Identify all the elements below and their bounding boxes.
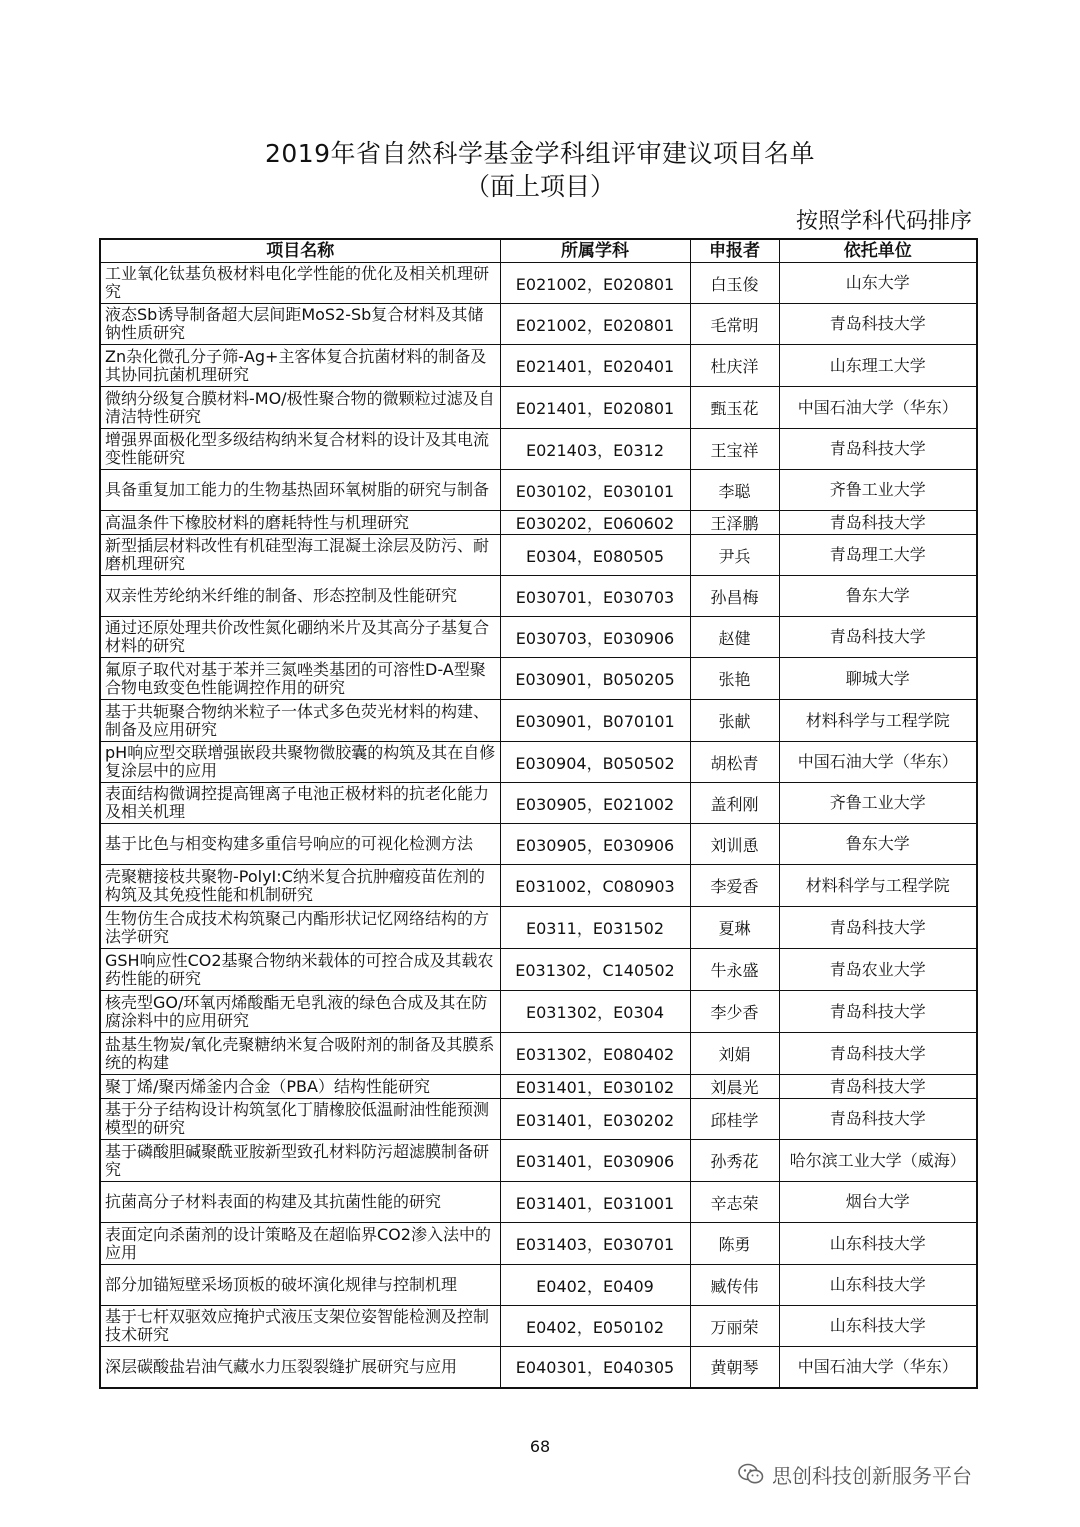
table-row xyxy=(100,345,977,387)
table-row xyxy=(100,387,977,429)
table-row xyxy=(100,304,977,345)
organization-cell: 山东科技大学 xyxy=(779,1306,977,1347)
project-name-cell xyxy=(100,470,500,511)
applicant-cell: 臧传伟 xyxy=(690,1265,779,1306)
project-name-cell xyxy=(100,865,500,907)
project-name-text: 新型插层材料改性有机硅型海工混凝土涂层及防污、耐磨机理研究 xyxy=(105,537,490,573)
project-name-text: 深层碳酸盐岩油气藏水力压裂裂缝扩展研究与应用 xyxy=(105,1357,458,1376)
applicant-cell: 邱桂学 xyxy=(690,1099,779,1140)
table-row xyxy=(100,742,977,783)
project-name-cell xyxy=(100,700,500,742)
table-row xyxy=(100,1265,977,1306)
project-name-cell xyxy=(100,429,500,470)
project-name-text: 表面结构微调控提高锂离子电池正极材料的抗老化能力及相关机理 xyxy=(105,785,490,821)
project-name-text: GSH响应性CO2基聚合物纳米载体的可控合成及其载农药性能的研究 xyxy=(105,951,494,988)
applicant-cell: 杜庆洋 xyxy=(690,345,779,387)
subject-code-cell: E021401，E020401 xyxy=(500,345,690,387)
applicant-cell: 辛志荣 xyxy=(690,1182,779,1223)
project-name-text: 工业氧化钛基负极材料电化学性能的优化及相关机理研究 xyxy=(105,265,490,301)
project-name-text: 双亲性芳纶纳米纤维的制备、形态控制及性能研究 xyxy=(105,587,458,605)
project-name-cell xyxy=(100,511,500,535)
organization-cell: 中国石油大学（华东） xyxy=(779,387,977,429)
organization-cell: 齐鲁工业大学 xyxy=(779,783,977,824)
project-name-text: 生物仿生合成技术构筑聚己内酯形状记忆网络结构的方法学研究 xyxy=(105,909,490,946)
table-row xyxy=(100,1033,977,1075)
table-row xyxy=(100,535,977,576)
applicant-cell: 张艳 xyxy=(690,658,779,700)
project-name-cell xyxy=(100,907,500,949)
applicant-cell: 赵健 xyxy=(690,617,779,658)
applicant-cell: 陈勇 xyxy=(690,1223,779,1265)
organization-cell: 鲁东大学 xyxy=(779,576,977,617)
organization-cell: 青岛科技大学 xyxy=(779,907,977,949)
applicant-cell: 毛常明 xyxy=(690,304,779,345)
watermark-text: 思创科技创新服务平台 xyxy=(772,1463,972,1488)
project-name-cell xyxy=(100,387,500,429)
watermark xyxy=(738,1460,972,1488)
project-name-text: pH响应型交联增强嵌段共聚物微胶囊的构筑及其在自修复涂层中的应用 xyxy=(105,744,496,780)
project-name-text: 具备重复加工能力的生物基热固环氧树脂的研究与制备 xyxy=(105,481,490,499)
subject-code-cell: E031403，E030701 xyxy=(500,1223,690,1265)
applicant-cell: 李少香 xyxy=(690,991,779,1033)
project-name-text: 液态Sb诱导制备超大层间距MoS2-Sb复合材料及其储钠性质研究 xyxy=(105,306,484,342)
subject-code-cell: E021002，E020801 xyxy=(500,304,690,345)
applicant-cell: 孙昌梅 xyxy=(690,576,779,617)
organization-cell: 山东科技大学 xyxy=(779,1265,977,1306)
table-row xyxy=(100,1182,977,1223)
applicant-cell: 刘娟 xyxy=(690,1033,779,1075)
applicant-cell: 胡松青 xyxy=(690,742,779,783)
project-name-cell xyxy=(100,576,500,617)
table-row xyxy=(100,429,977,470)
table-row xyxy=(100,1140,977,1182)
applicant-cell: 李聪 xyxy=(690,470,779,511)
project-name-cell xyxy=(100,1033,500,1075)
subject-code-cell: E030905，E030906 xyxy=(500,824,690,865)
organization-cell: 中国石油大学（华东） xyxy=(779,742,977,783)
organization-cell: 鲁东大学 xyxy=(779,824,977,865)
table-body xyxy=(100,263,977,1388)
table-row xyxy=(100,576,977,617)
project-name-text: 抗菌高分子材料表面的构建及其抗菌性能的研究 xyxy=(105,1193,442,1211)
applicant-cell: 王泽鹏 xyxy=(690,511,779,535)
subject-code-cell: E0402，E0409 xyxy=(500,1265,690,1306)
organization-cell: 青岛理工大学 xyxy=(779,535,977,576)
table-row xyxy=(100,949,977,991)
organization-cell: 青岛科技大学 xyxy=(779,1075,977,1099)
project-name-text: 聚丁烯/聚丙烯釜内合金（PBA）结构性能研究 xyxy=(105,1077,430,1096)
project-name-cell xyxy=(100,742,500,783)
applicant-cell: 李爱香 xyxy=(690,865,779,907)
project-name-cell xyxy=(100,1265,500,1306)
page-number: 68 xyxy=(529,1437,551,1456)
subject-code-cell: E040301，E040305 xyxy=(500,1347,690,1388)
applicant-cell: 夏琳 xyxy=(690,907,779,949)
table-row xyxy=(100,617,977,658)
organization-cell: 青岛科技大学 xyxy=(779,511,977,535)
applicant-cell: 王宝祥 xyxy=(690,429,779,470)
project-name-cell xyxy=(100,535,500,576)
project-name-text: 氟原子取代对基于苯并三氮唑类基团的可溶性D-A型聚合物电致变色性能调控作用的研究 xyxy=(105,660,486,697)
subject-code-cell: E031401，E030906 xyxy=(500,1140,690,1182)
organization-cell: 青岛科技大学 xyxy=(779,429,977,470)
wechat-icon xyxy=(738,1463,764,1485)
table-row xyxy=(100,1099,977,1140)
subject-code-cell: E031302，E080402 xyxy=(500,1033,690,1075)
project-name-text: 壳聚糖接枝共聚物-PolyI:C纳米复合抗肿瘤疫苗佐剂的构筑及其免疫性能和机制研究 xyxy=(105,867,485,904)
header-applicant: 申报者 xyxy=(690,239,779,263)
subject-code-cell: E031302，C140502 xyxy=(500,949,690,991)
sort-note: 按照学科代码排序 xyxy=(795,209,972,234)
applicant-cell: 尹兵 xyxy=(690,535,779,576)
subject-code-cell: E021401，E020801 xyxy=(500,387,690,429)
organization-cell: 聊城大学 xyxy=(779,658,977,700)
project-name-cell xyxy=(100,1306,500,1347)
applicant-cell: 盖利刚 xyxy=(690,783,779,824)
table-header-row xyxy=(100,239,977,263)
subject-code-cell: E030202，E060602 xyxy=(500,511,690,535)
organization-cell: 山东大学 xyxy=(779,263,977,304)
header-organization: 依托单位 xyxy=(779,239,977,263)
subject-code-cell: E030901，B050205 xyxy=(500,658,690,700)
subject-code-cell: E031401，E030202 xyxy=(500,1099,690,1140)
organization-cell: 材料科学与工程学院 xyxy=(779,865,977,907)
project-name-cell xyxy=(100,1075,500,1099)
table-row xyxy=(100,824,977,865)
organization-cell: 青岛科技大学 xyxy=(779,617,977,658)
project-name-cell xyxy=(100,1347,500,1388)
page-subtitle: （面上项目） xyxy=(464,172,615,201)
table-row xyxy=(100,263,977,304)
subject-code-cell: E0402，E050102 xyxy=(500,1306,690,1347)
subject-code-cell: E021002，E020801 xyxy=(500,263,690,304)
project-name-cell xyxy=(100,658,500,700)
table-row xyxy=(100,658,977,700)
subject-code-cell: E021403，E0312 xyxy=(500,429,690,470)
organization-cell: 山东理工大学 xyxy=(779,345,977,387)
subject-code-cell: E031401，E030102 xyxy=(500,1075,690,1099)
subject-code-cell: E0311，E031502 xyxy=(500,907,690,949)
table-row xyxy=(100,865,977,907)
applicant-cell: 孙秀花 xyxy=(690,1140,779,1182)
organization-cell: 青岛农业大学 xyxy=(779,949,977,991)
project-name-text: 基于七杆双驱效应掩护式液压支架位姿智能检测及控制技术研究 xyxy=(105,1308,490,1344)
table-row xyxy=(100,783,977,824)
organization-cell: 材料科学与工程学院 xyxy=(779,700,977,742)
applicant-cell: 甄玉花 xyxy=(690,387,779,429)
organization-cell: 青岛科技大学 xyxy=(779,991,977,1033)
project-name-cell xyxy=(100,991,500,1033)
applicant-cell: 刘晨光 xyxy=(690,1075,779,1099)
subject-code-cell: E030703，E030906 xyxy=(500,617,690,658)
project-table xyxy=(99,238,978,1389)
project-name-text: 部分加锚短壁采场顶板的破坏演化规律与控制机理 xyxy=(105,1276,458,1294)
project-name-cell xyxy=(100,1182,500,1223)
project-name-cell xyxy=(100,783,500,824)
organization-cell: 青岛科技大学 xyxy=(779,1033,977,1075)
organization-cell: 齐鲁工业大学 xyxy=(779,470,977,511)
project-name-text: Zn杂化微孔分子筛-Ag+主客体复合抗菌材料的制备及其协同抗菌机理研究 xyxy=(105,347,487,384)
project-name-cell xyxy=(100,263,500,304)
project-name-text: 微纳分级复合膜材料-MO/极性聚合物的微颗粒过滤及自清洁特性研究 xyxy=(105,389,495,426)
project-name-text: 基于共轭聚合物纳米粒子一体式多色荧光材料的构建、制备及应用研究 xyxy=(105,702,490,739)
subject-code-cell: E030102，E030101 xyxy=(500,470,690,511)
project-name-cell xyxy=(100,1099,500,1140)
organization-cell: 山东科技大学 xyxy=(779,1223,977,1265)
table-row xyxy=(100,470,977,511)
applicant-cell: 黄朝琴 xyxy=(690,1347,779,1388)
project-name-text: 表面定向杀菌剂的设计策略及在超临界CO2渗入法中的应用 xyxy=(105,1225,491,1262)
table-row xyxy=(100,700,977,742)
organization-cell: 中国石油大学（华东） xyxy=(779,1347,977,1388)
subject-code-cell: E031401，E031001 xyxy=(500,1182,690,1223)
subject-code-cell: E030701，E030703 xyxy=(500,576,690,617)
table-row xyxy=(100,1223,977,1265)
table-row xyxy=(100,1347,977,1388)
header-subject: 所属学科 xyxy=(500,239,690,263)
organization-cell: 青岛科技大学 xyxy=(779,304,977,345)
project-name-text: 通过还原处理共价改性氮化硼纳米片及其高分子基复合材料的研究 xyxy=(105,619,490,655)
project-name-cell xyxy=(100,304,500,345)
subject-code-cell: E030905，E021002 xyxy=(500,783,690,824)
subject-code-cell: E0304，E080505 xyxy=(500,535,690,576)
project-name-cell xyxy=(100,1140,500,1182)
applicant-cell: 张献 xyxy=(690,700,779,742)
project-name-text: 盐基生物炭/氧化壳聚糖纳米复合吸附剂的制备及其膜系统的构建 xyxy=(105,1035,495,1072)
project-name-cell xyxy=(100,1223,500,1265)
page-title: 2019年省自然科学基金学科组评审建议项目名单 xyxy=(264,139,816,168)
project-name-text: 基于比色与相变构建多重信号响应的可视化检测方法 xyxy=(105,835,474,853)
project-name-cell xyxy=(100,949,500,991)
applicant-cell: 白玉俊 xyxy=(690,263,779,304)
table-row xyxy=(100,1075,977,1099)
table-row xyxy=(100,991,977,1033)
project-name-cell xyxy=(100,824,500,865)
organization-cell: 哈尔滨工业大学（威海） xyxy=(779,1140,977,1182)
applicant-cell: 牛永盛 xyxy=(690,949,779,991)
applicant-cell: 万丽荣 xyxy=(690,1306,779,1347)
organization-cell: 青岛科技大学 xyxy=(779,1099,977,1140)
project-name-cell xyxy=(100,617,500,658)
project-name-text: 基于磷酸胆碱聚酰亚胺新型致孔材料防污超滤膜制备研究 xyxy=(105,1142,490,1179)
subject-code-cell: E031002，C080903 xyxy=(500,865,690,907)
table-row xyxy=(100,511,977,535)
subject-code-cell: E030901，B070101 xyxy=(500,700,690,742)
project-name-text: 高温条件下橡胶材料的磨耗特性与机理研究 xyxy=(105,513,410,532)
table-row xyxy=(100,907,977,949)
subject-code-cell: E030904，B050502 xyxy=(500,742,690,783)
applicant-cell: 刘训恿 xyxy=(690,824,779,865)
subject-code-cell: E031302，E0304 xyxy=(500,991,690,1033)
organization-cell: 烟台大学 xyxy=(779,1182,977,1223)
table-row xyxy=(100,1306,977,1347)
project-name-cell xyxy=(100,345,500,387)
header-project-name: 项目名称 xyxy=(100,239,500,263)
project-name-text: 基于分子结构设计构筑氢化丁腈橡胶低温耐油性能预测模型的研究 xyxy=(105,1101,490,1137)
project-name-text: 增强界面极化型多级结构纳米复合材料的设计及其电流变性能研究 xyxy=(105,431,490,467)
project-name-text: 核壳型GO/环氧丙烯酸酯无皂乳液的绿色合成及其在防腐涂料中的应用研究 xyxy=(105,993,488,1030)
